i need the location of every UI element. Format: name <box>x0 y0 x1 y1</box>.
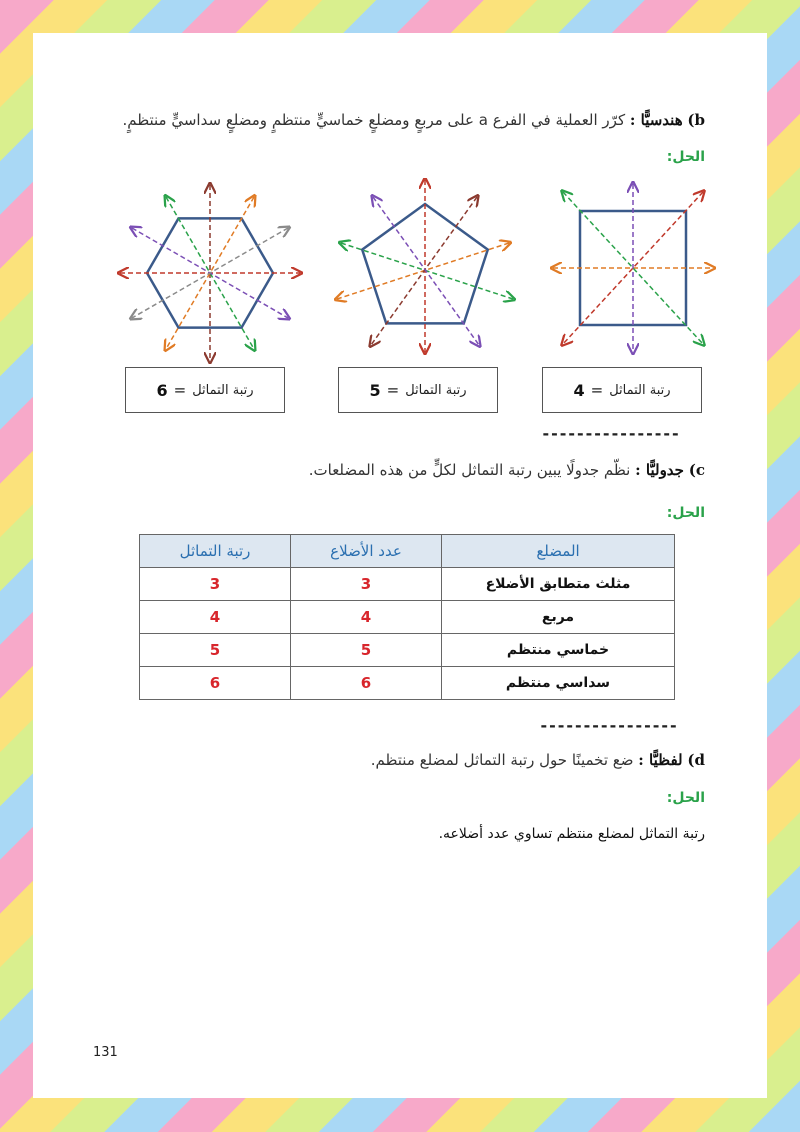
page <box>33 33 767 1098</box>
table-row <box>140 568 675 601</box>
part-b-label: هندسيًّا : <box>629 111 683 129</box>
hexagon-figure <box>115 178 305 368</box>
square-figure <box>543 178 723 358</box>
row-polygon-name: سداسي منتظم <box>442 667 675 700</box>
square-equals: = <box>590 381 604 399</box>
solution-label-c: الحل: <box>666 505 705 521</box>
row-sides: 3 <box>291 568 442 601</box>
answer-d: رتبة التماثل لمضلع منتظم تساوي عدد أضلاعه. <box>438 826 705 842</box>
part-c-label: جدوليًّا : <box>635 461 684 479</box>
part-c-letter: c) <box>688 461 705 479</box>
separator-2: ---------------- <box>539 716 678 735</box>
header-polygon: المضلع <box>442 535 675 568</box>
table-row <box>140 634 675 667</box>
part-d-letter: d) <box>687 751 705 769</box>
symmetry-table <box>139 534 675 700</box>
row-order: 5 <box>140 634 291 667</box>
square-order: 4 <box>573 380 585 400</box>
part-c-text: نظّم جدولًا يبين رتبة التماثل لكلٍّ من هذه المضلعات. <box>308 461 631 479</box>
row-polygon-name: مثلث متطابق الأضلاع <box>442 568 675 601</box>
table-row <box>140 601 675 634</box>
pentagon-order: 5 <box>369 380 381 400</box>
part-d-text: ضع تخمينًا حول رتبة التماثل لمضلع منتظم. <box>370 751 634 769</box>
row-sides: 5 <box>291 634 442 667</box>
row-sides: 6 <box>291 667 442 700</box>
pentagon-equals: = <box>386 381 400 399</box>
hexagon-order: 6 <box>156 380 168 400</box>
table-header-row <box>140 535 675 568</box>
solution-label-b: الحل: <box>666 149 705 165</box>
part-b-question <box>122 111 705 129</box>
row-order: 6 <box>140 667 291 700</box>
header-order: رتبة التماثل <box>140 535 291 568</box>
square-caption-box <box>542 367 702 413</box>
pentagon-caption: رتبة التماثل <box>405 382 467 398</box>
part-c-question <box>309 461 705 479</box>
row-polygon-name: مربع <box>442 601 675 634</box>
header-sides: عدد الأضلاع <box>291 535 442 568</box>
hexagon-caption-box <box>125 367 285 413</box>
pentagon-figure <box>330 178 520 368</box>
hexagon-caption: رتبة التماثل <box>192 382 254 398</box>
part-d-label: لفظيًّا : <box>638 751 683 769</box>
part-d-question <box>371 751 705 769</box>
row-order: 4 <box>140 601 291 634</box>
pentagon-caption-box <box>338 367 498 413</box>
row-sides: 4 <box>291 601 442 634</box>
table-row <box>140 667 675 700</box>
part-b-letter: b) <box>687 111 705 129</box>
solution-label-d: الحل: <box>666 790 705 806</box>
row-order: 3 <box>140 568 291 601</box>
row-polygon-name: خماسي منتظم <box>442 634 675 667</box>
separator-1: ---------------- <box>541 424 680 443</box>
part-b-text: كرّر العملية في الفرع a على مربعٍ ومضلعٍ خماسيٍّ منتظمٍ ومضلعٍ سداسيٍّ منتظمٍ. <box>122 111 626 129</box>
hexagon-equals: = <box>173 381 187 399</box>
square-caption: رتبة التماثل <box>609 382 671 398</box>
page-number: 131 <box>93 1045 118 1060</box>
